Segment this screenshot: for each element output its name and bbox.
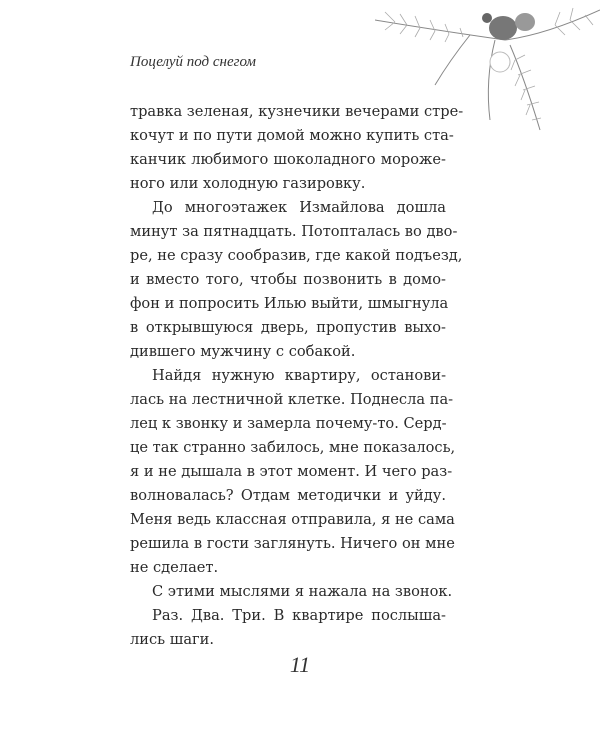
text-line: решила в гости заглянуть. Ничего он мне <box>130 535 455 552</box>
text-line: До многоэтажек Измайлова дошла <box>152 199 446 216</box>
text-line: в открывшуюся дверь, пропустив выхо- <box>130 319 446 336</box>
page-number: 11 <box>289 652 311 677</box>
text-line: я и не дышала в этот момент. И чего раз- <box>130 463 453 480</box>
paragraph <box>130 364 456 580</box>
text-line: С этими мыслями я нажала на звонок. <box>152 583 453 600</box>
text-line: фон и попросить Илью выйти, шмыгнула <box>130 295 449 312</box>
text-line: не сделает. <box>130 559 219 576</box>
text-line: ре, не сразу сообразив, где какой подъезд, <box>130 247 463 264</box>
text-line: ного или холодную газировку. <box>130 175 366 192</box>
body-text <box>130 100 464 652</box>
text-line: Раз. Два. Три. В квартире послыша- <box>152 607 446 624</box>
text-line: це так странно забилось, мне показалось, <box>130 439 456 456</box>
text-line: кочут и по пути домой можно купить ста- <box>130 127 454 144</box>
paragraph <box>130 100 464 196</box>
text-line: и вместо того, чтобы позвонить в домо- <box>130 271 446 288</box>
paragraph <box>130 196 463 364</box>
text-line: минут за пятнадцать. Потопталась во дво- <box>130 223 458 240</box>
running-header: Поцелуй под снегом <box>130 54 256 70</box>
paragraph <box>130 580 453 604</box>
text-line: волновалась? Отдам методички и уйду. <box>130 487 446 504</box>
text-line: канчик любимого шоколадного мороже- <box>130 151 446 168</box>
text-line: лись шаги. <box>130 631 215 648</box>
paragraph <box>130 604 446 652</box>
text-line: Меня ведь классная отправила, я не сама <box>130 511 455 528</box>
text-line: Найдя нужную квартиру, останови- <box>152 367 446 384</box>
text-line: лец к звонку и замерла почему-то. Серд- <box>130 415 447 432</box>
text-line: лась на лестничной клетке. Поднесла па- <box>130 391 454 408</box>
text-line: травка зеленая, кузнечики вечерами стре- <box>130 103 464 120</box>
text-line: дившего мужчину с собакой. <box>130 343 356 360</box>
